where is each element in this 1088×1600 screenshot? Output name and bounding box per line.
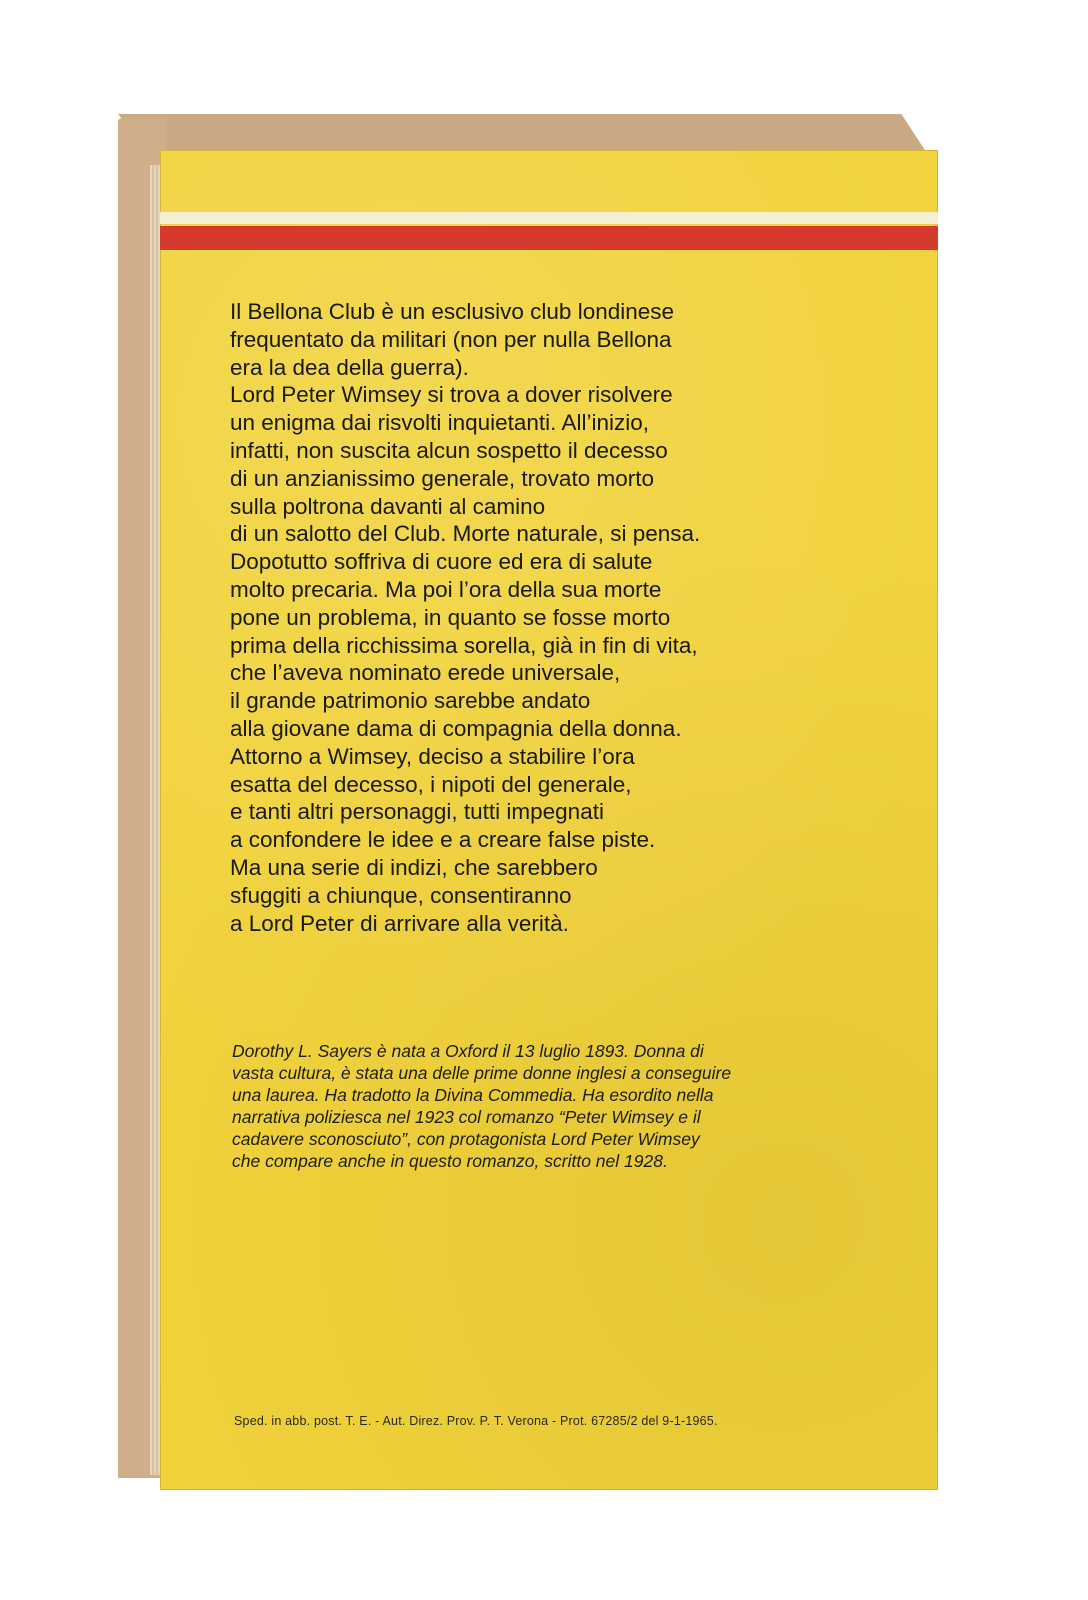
bio-line: narrativa poliziesca nel 1923 col romanzo “Peter Wimsey e il	[232, 1107, 701, 1127]
synopsis-line: Il Bellona Club è un esclusivo club londinese	[230, 299, 675, 324]
postal-notice: Sped. in abb. post. T. E. - Aut. Direz. Prov. P. T. Verona - Prot. 67285/2 del 9-1-1965.	[234, 1414, 718, 1428]
synopsis-line: infatti, non suscita alcun sospetto il decesso	[230, 437, 668, 463]
synopsis-line: frequentato da militari (non per nulla Bellona	[230, 326, 672, 352]
synopsis-line: di un anzianissimo generale, trovato morto	[230, 465, 654, 491]
red-stripe	[160, 226, 938, 250]
synopsis-line: a Lord Peter di arrivare alla verità.	[230, 910, 569, 936]
synopsis-line: un enigma dai risvolti inquietanti. All’inizio,	[230, 410, 649, 436]
synopsis-line: alla giovane dama di compagnia della donna.	[230, 715, 682, 741]
synopsis-line: prima della ricchissima sorella, già in fin di vita,	[230, 632, 698, 658]
synopsis-line: e tanti altri personaggi, tutti impegnati	[230, 799, 604, 825]
synopsis-line: molto precaria. Ma poi l’ora della sua morte	[230, 576, 662, 602]
bio-line: che compare anche in questo romanzo, scritto nel 1928.	[232, 1151, 668, 1171]
synopsis-text	[230, 298, 870, 937]
synopsis-line: era la dea della guerra).	[230, 354, 469, 380]
bio-line: una laurea. Ha tradotto la Divina Commedia. Ha esordito nella	[232, 1085, 714, 1105]
synopsis-line: Ma una serie di indizi, che sarebbero	[230, 854, 598, 880]
synopsis-line: pone un problema, in quanto se fosse morto	[230, 604, 671, 630]
synopsis-line: sulla poltrona davanti al camino	[230, 493, 546, 519]
back-cover	[160, 150, 938, 1490]
synopsis-line: il grande patrimonio sarebbe andato	[230, 688, 591, 714]
synopsis-line: sfuggiti a chiunque, consentiranno	[230, 882, 572, 908]
synopsis-line: che l’aveva nominato erede universale,	[230, 660, 621, 686]
synopsis-line: Attorno a Wimsey, deciso a stabilire l’ora	[230, 743, 635, 769]
synopsis-line: a confondere le idee e a creare false piste.	[230, 827, 656, 853]
white-stripe	[160, 212, 938, 224]
synopsis-line: di un salotto del Club. Morte naturale, si pensa.	[230, 521, 701, 547]
synopsis-line: Dopotutto soffriva di cuore ed era di salute	[230, 549, 653, 575]
synopsis-line: esatta del decesso, i nipoti del generale,	[230, 771, 632, 797]
bio-line: Dorothy L. Sayers è nata a Oxford il 13 luglio 1893. Donna di	[232, 1041, 704, 1061]
author-bio	[232, 1040, 912, 1172]
bio-line: cadavere sconosciuto”, con protagonista Lord Peter Wimsey	[232, 1129, 700, 1149]
bio-line: vasta cultura, è stata una delle prime donne inglesi a conseguire	[232, 1063, 732, 1083]
synopsis-line: Lord Peter Wimsey si trova a dover risolvere	[230, 382, 673, 408]
